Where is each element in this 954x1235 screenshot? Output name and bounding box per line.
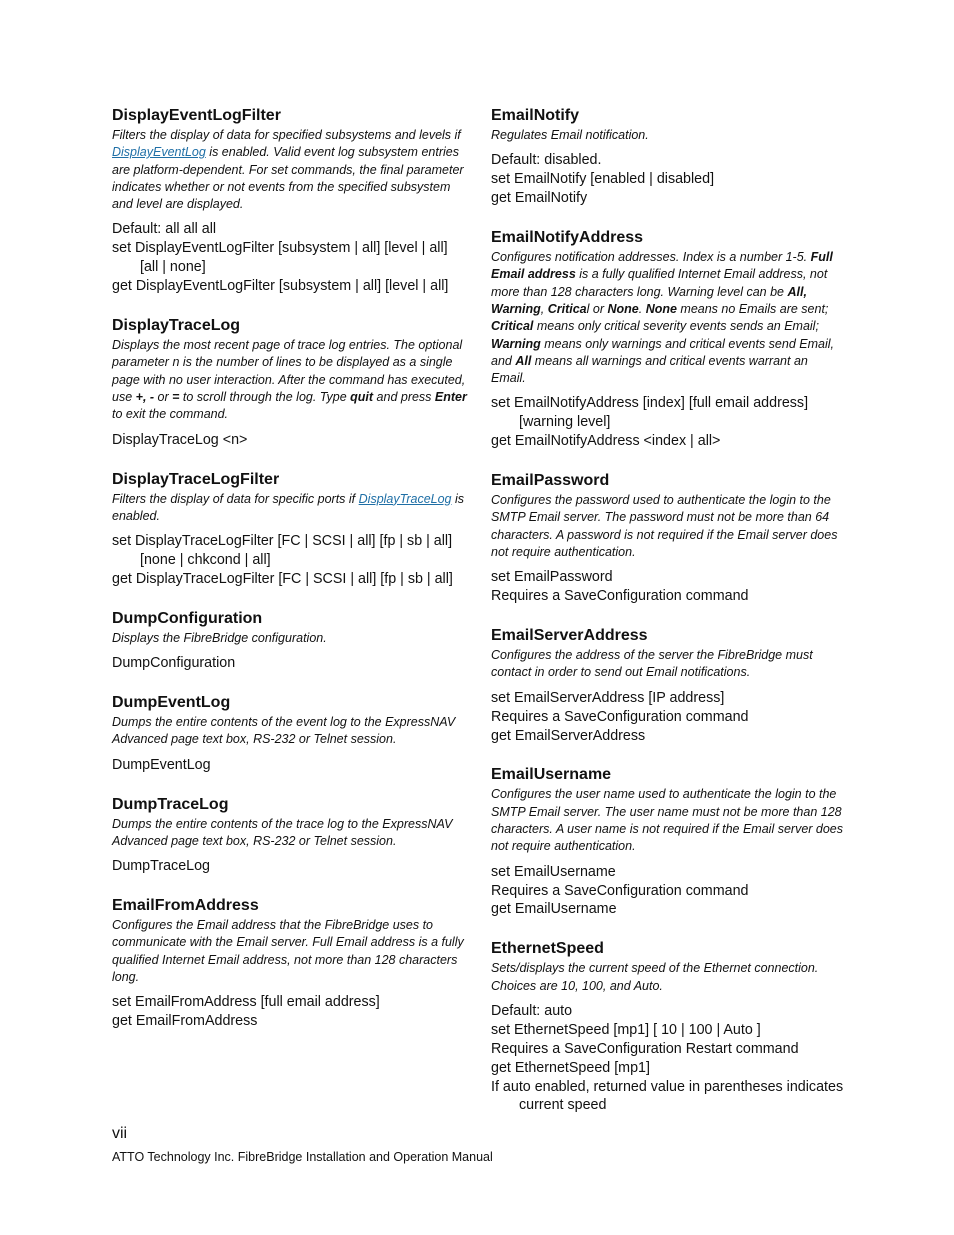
desc-text: or xyxy=(154,390,173,404)
desc-bold: All, Warning xyxy=(491,284,807,316)
entry-description: Displays the FibreBridge configuration. xyxy=(112,630,327,645)
entry-displayeventlogfilter xyxy=(112,106,467,296)
desc-text: l or xyxy=(586,301,608,316)
entry-description: Configures the address of the server the FibreBridge must contact in order to send out Email notifications. xyxy=(491,648,813,680)
entry-description xyxy=(491,249,846,387)
desc-bold: quit xyxy=(350,390,374,404)
entry-title: EthernetSpeed xyxy=(491,940,604,958)
entry-title: EmailNotifyAddress xyxy=(491,229,644,247)
entry-ethernetspeed xyxy=(491,939,846,1115)
desc-text: is a fully qualified Internet Email address, not more than 128 characters long. Warning level can be xyxy=(491,267,828,299)
command-line: set EmailPassword xyxy=(491,569,613,586)
entry-description: Sets/displays the current speed of the Ethernet connection. Choices are 10, 100, and Auto. xyxy=(491,961,819,993)
command-line: get DisplayEventLogFilter [subsystem | all] [level | all] xyxy=(112,278,449,295)
command-line: DumpTraceLog xyxy=(112,858,211,875)
command-line: get EmailUsername xyxy=(491,901,617,918)
desc-text: is enabled. Valid event log subsystem entries are platform-dependent. For set commands, the final parameter indicates whether or not events from the specified subsystem and level are displayed. xyxy=(112,145,464,212)
entry-description: Configures the password used to authenticate the login to the SMTP Email server. The password must not be more than 64 characters. A password is not required if the Email server does not require authentication. xyxy=(491,493,838,559)
entry-dumptracelog xyxy=(112,795,467,877)
displayeventlog-link[interactable]: DisplayEventLog xyxy=(112,145,206,160)
entry-title: DumpTraceLog xyxy=(112,795,229,813)
entry-dumpeventlog xyxy=(112,693,467,775)
entry-displaytracelogfilter xyxy=(112,470,467,589)
command-line: set DisplayEventLogFilter [subsystem | all] [level | all] [all | none] xyxy=(112,240,448,276)
entry-description xyxy=(112,127,467,213)
entry-title: EmailNotify xyxy=(491,107,580,124)
entry-displaytracelog xyxy=(112,316,467,449)
command-line: get EthernetSpeed [mp1] xyxy=(491,1059,650,1076)
entry-emailpassword xyxy=(491,471,846,606)
entry-emailfromaddress xyxy=(112,896,467,1031)
entry-emailnotify xyxy=(491,106,846,208)
command-line: set DisplayTraceLogFilter [FC | SCSI | all] [fp | sb | all] [none | chkcond | all] xyxy=(112,533,453,568)
desc-bold: Critical xyxy=(491,319,534,334)
entry-dumpconfiguration xyxy=(112,609,467,673)
desc-text: means only warnings and critical events send Email, and xyxy=(491,336,834,368)
command-line: DisplayTraceLog <n> xyxy=(112,431,248,448)
desc-bold: Critica xyxy=(547,301,587,316)
left-column xyxy=(112,106,467,1051)
desc-text: , xyxy=(540,301,548,316)
command-line: set EmailServerAddress [IP address] xyxy=(491,689,725,706)
command-line: set EmailFromAddress [full email address] xyxy=(112,994,380,1011)
command-line: If auto enabled, returned value in parentheses indicates current speed xyxy=(491,1078,844,1114)
entry-description xyxy=(112,337,467,423)
entry-title: EmailPassword xyxy=(491,472,610,490)
desc-text: Filters the display of data for specific ports if xyxy=(112,491,359,506)
desc-text: to exit the command. xyxy=(112,407,229,422)
entry-title: DumpEventLog xyxy=(112,694,231,712)
command-line: get EmailFromAddress xyxy=(112,1013,258,1030)
desc-bold: +, - xyxy=(135,390,155,404)
desc-text: means only critical severity events sends an Email; xyxy=(533,319,819,334)
entry-description: Configures the user name used to authenticate the login to the SMTP Email server. The user name must not be more than 128 characters. A user name is not required if the Email server does not require authentication. xyxy=(491,787,844,854)
command-line: Requires a SaveConfiguration Restart command xyxy=(491,1040,799,1057)
desc-text: and press xyxy=(373,390,435,404)
command-line: DumpEventLog xyxy=(112,756,211,773)
desc-bold: None xyxy=(607,301,639,316)
command-line: get EmailNotifyAddress <index | all> xyxy=(491,433,721,450)
entry-title: DisplayTraceLog xyxy=(112,317,241,335)
command-line: set EmailNotify [enabled | disabled] xyxy=(491,171,715,188)
entry-emailnotifyaddress xyxy=(491,228,846,451)
entry-title: EmailFromAddress xyxy=(112,897,259,915)
desc-bold: Warning xyxy=(491,336,541,351)
entry-emailserveraddress xyxy=(491,626,846,745)
desc-bold: Full Email address xyxy=(491,250,833,282)
displaytracelog-link[interactable]: DisplayTraceLog xyxy=(358,491,452,506)
page-number: vii xyxy=(112,1125,128,1142)
entry-title: EmailServerAddress xyxy=(491,627,648,645)
command-line: set EmailNotifyAddress [index] [full email address] [warning level] xyxy=(491,395,809,431)
command-line: get EmailNotify xyxy=(491,190,588,207)
entry-title: DisplayEventLogFilter xyxy=(112,107,281,124)
desc-text: . xyxy=(638,301,646,316)
desc-bold: None xyxy=(645,301,677,316)
command-line: DumpConfiguration xyxy=(112,655,236,672)
desc-text: means all warnings and critical events warrant an Email. xyxy=(491,353,808,386)
command-line: set EthernetSpeed [mp1] [ 10 | 100 | Auto ] xyxy=(491,1021,761,1038)
entry-description xyxy=(112,491,467,526)
entry-title: EmailUsername xyxy=(491,766,612,784)
command-line: Default: all all all xyxy=(112,221,217,238)
entry-description: Regulates Email notification. xyxy=(491,128,649,142)
command-line: get DisplayTraceLogFilter [FC | SCSI | all] [fp | sb | all] xyxy=(112,570,453,587)
right-column xyxy=(491,106,846,1135)
entry-title: DumpConfiguration xyxy=(112,609,263,627)
desc-bold: Enter xyxy=(434,390,467,404)
command-line: get EmailServerAddress xyxy=(491,727,646,744)
desc-text: is enabled. xyxy=(112,491,465,523)
desc-text: means no Emails are sent; xyxy=(676,301,829,316)
desc-text: Filters the display of data for specified subsystems and levels if xyxy=(112,128,461,142)
command-line: Default: auto xyxy=(491,1002,573,1019)
entry-emailusername xyxy=(491,765,846,919)
manual-title: ATTO Technology Inc. FibreBridge Installation and Operation Manual xyxy=(112,1150,493,1164)
command-line: Requires a SaveConfiguration command xyxy=(491,882,749,899)
entry-title: DisplayTraceLogFilter xyxy=(112,470,280,488)
desc-bold: = xyxy=(172,390,180,404)
entry-description: Dumps the entire contents of the event log to the ExpressNAV Advanced page text box, RS-232 or Telnet session. xyxy=(112,715,456,747)
entry-description: Dumps the entire contents of the trace log to the ExpressNAV Advanced page text box, RS-232 or Telnet session. xyxy=(112,816,453,848)
desc-text: to scroll through the log. Type xyxy=(179,390,351,404)
desc-text: Displays the most recent page of trace log entries. The optional parameter n is the number of lines to be displayed as a single page with no user interaction. After the command has executed, use xyxy=(112,338,466,404)
command-line: Default: disabled. xyxy=(491,152,602,169)
command-line: Requires a SaveConfiguration command xyxy=(491,708,749,725)
command-line: set EmailUsername xyxy=(491,863,616,880)
command-line: Requires a SaveConfiguration command xyxy=(491,588,749,605)
desc-bold: All xyxy=(515,353,532,368)
desc-text: Configures notification addresses. Index is a number 1-5. xyxy=(491,250,811,265)
entry-description: Configures the Email address that the FibreBridge uses to communicate with the Email server. Full Email address is a fully qualified Internet Email address, not more than 128 characters long. xyxy=(112,918,464,984)
